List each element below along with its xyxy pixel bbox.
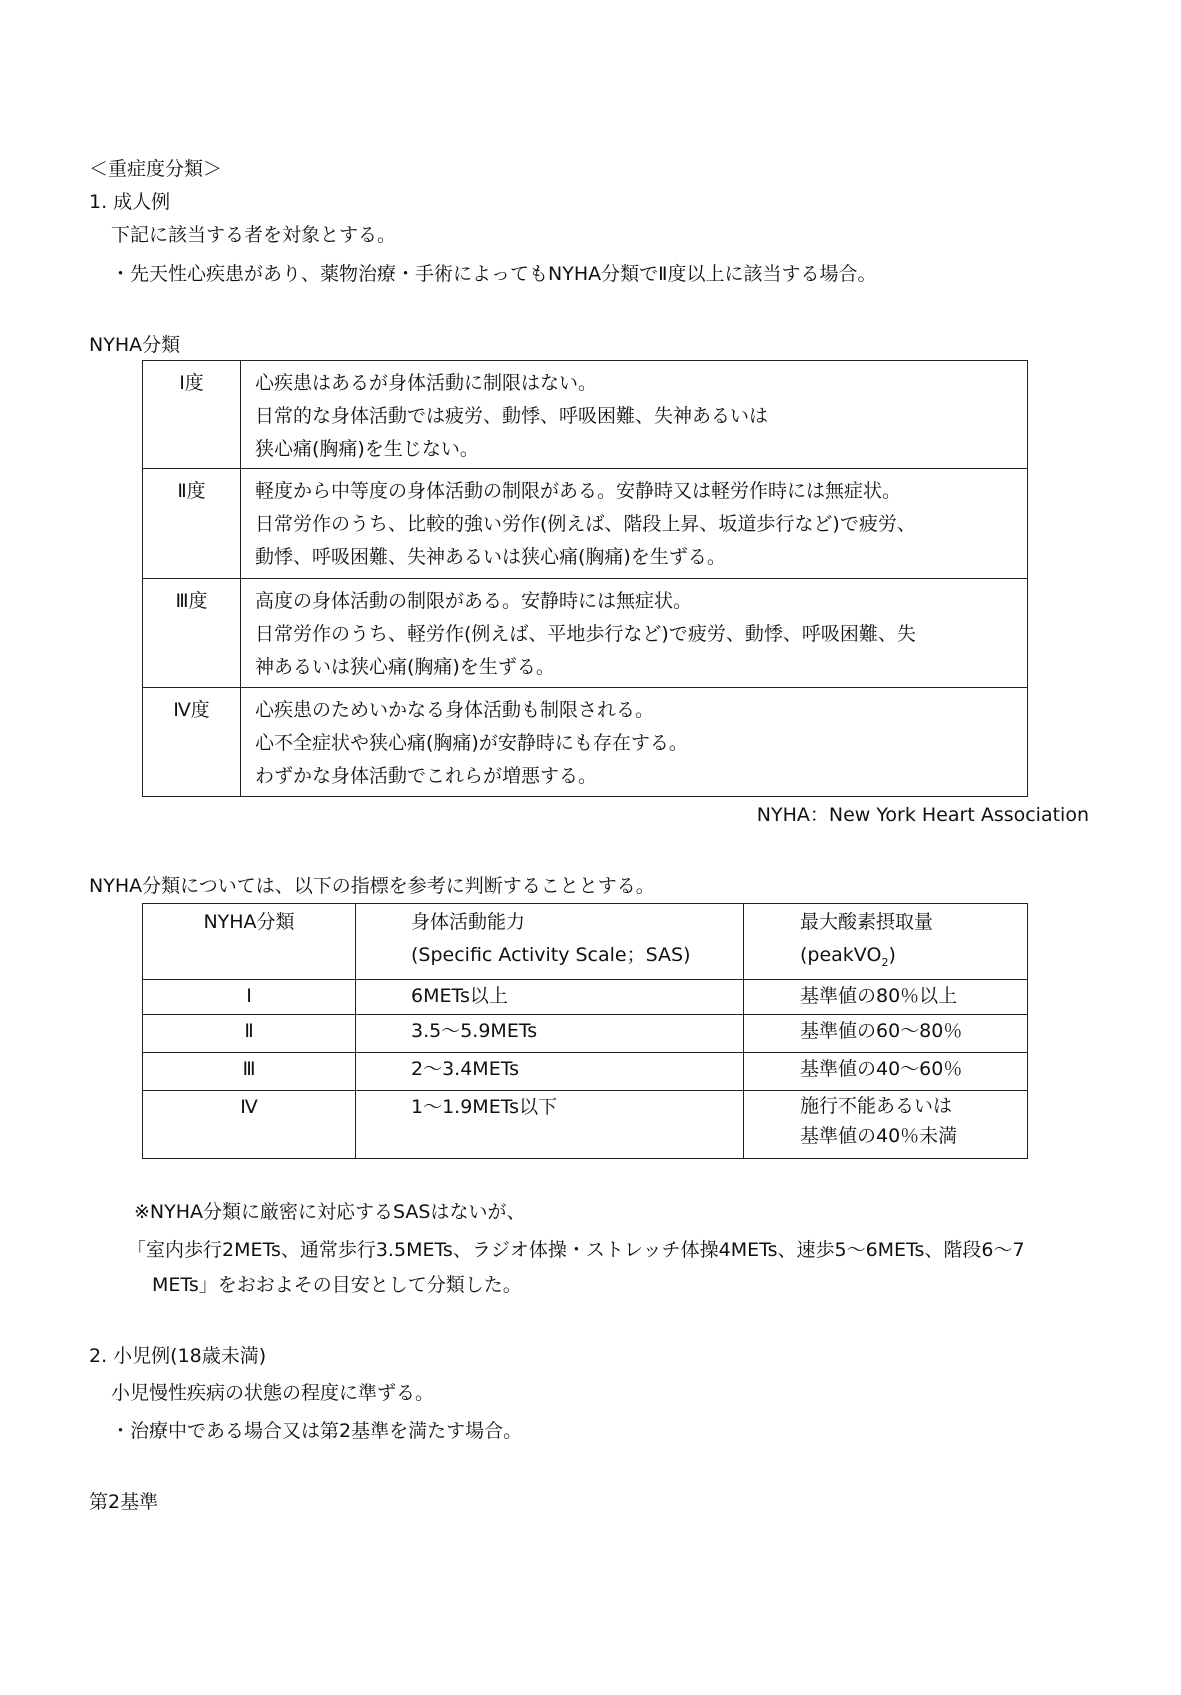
section1-bullet: ・先天性心疾患があり、薬物治療・手術によってもNYHA分類でⅡ度以上に該当する場合。	[111, 263, 877, 285]
description-line: 軽度から中等度の身体活動の制限がある。安静時又は軽労作時には無症状。	[255, 480, 902, 502]
description-line: 心疾患のためいかなる身体活動も制限される。	[255, 699, 655, 721]
grade-cell: Ⅱ	[143, 1014, 356, 1052]
description-line: わずかな身体活動でこれらが増悪する。	[255, 765, 598, 787]
header-vo2	[744, 904, 1028, 980]
table-row	[143, 361, 1028, 469]
vo2-cell: 施行不能あるいは 基準値の40％未満	[744, 1090, 1028, 1158]
sas-cell: 6METs以上	[356, 979, 744, 1014]
section1-title: 1. 成人例	[89, 191, 171, 213]
grade-cell: Ⅰ	[143, 979, 356, 1014]
table-row	[143, 1090, 1028, 1158]
criteria2-heading: 第2基準	[89, 1491, 159, 1513]
sas-cell: 1～1.9METs以下	[356, 1090, 744, 1158]
table-row	[143, 979, 1028, 1014]
description-line: 心不全症状や狭心痛(胸痛)が安静時にも存在する。	[255, 732, 688, 754]
header-label: 最大酸素摂取量	[800, 911, 934, 933]
description-cell	[241, 688, 1028, 797]
description-line: 動悸、呼吸困難、失神あるいは狭心痛(胸痛)を生ずる。	[255, 546, 726, 568]
table-row	[143, 469, 1028, 579]
description-line: 狭心痛(胸痛)を生じない。	[255, 438, 479, 460]
grade-cell: Ⅰ度	[143, 361, 241, 469]
description-line: 神あるいは狭心痛(胸痛)を生ずる。	[255, 656, 555, 678]
table-row	[143, 688, 1028, 797]
description-line: 日常労作のうち、比較的強い労作(例えば、階段上昇、坂道歩行など)で疲労、	[255, 513, 916, 535]
header-sas	[356, 904, 744, 980]
header-sublabel: (peakVO$_2$)	[800, 944, 896, 969]
vo2-cell: 基準値の40～60％	[744, 1052, 1028, 1090]
description-line: 日常労作のうち、軽労作(例えば、平地歩行など)で疲労、動悸、呼吸困難、失	[255, 623, 916, 645]
sas-table-caption: NYHA分類については、以下の指標を参考に判断することとする。	[89, 875, 655, 897]
grade-cell: Ⅳ度	[143, 688, 241, 797]
description-line: 日常的な身体活動では疲労、動悸、呼吸困難、失神あるいは	[255, 405, 769, 427]
header-sublabel: (Specific Activity Scale；SAS)	[411, 944, 691, 966]
header-label: 身体活動能力	[411, 911, 526, 933]
nyha-table-caption: NYHA分類	[89, 334, 181, 356]
table-header-row	[143, 904, 1028, 980]
section2-bullet: ・治療中である場合又は第2基準を満たす場合。	[111, 1420, 523, 1442]
note-2-line2: METs」をおおよその目安として分類した。	[152, 1274, 522, 1296]
sas-cell: 2～3.4METs	[356, 1052, 744, 1090]
grade-cell: Ⅱ度	[143, 469, 241, 579]
nyha-footnote: NYHA：New York Heart Association	[756, 804, 1089, 826]
table-row	[143, 1014, 1028, 1052]
section1-intro: 下記に該当する者を対象とする。	[111, 224, 397, 246]
description-line: 高度の身体活動の制限がある。安静時には無症状。	[255, 590, 693, 612]
grade-cell: Ⅲ度	[143, 579, 241, 688]
vo2-cell: 基準値の80％以上	[744, 979, 1028, 1014]
header-label: NYHA分類	[203, 911, 295, 933]
description-cell	[241, 469, 1028, 579]
note-2-line1: 「室内歩行2METs、通常歩行3.5METs、ラジオ体操・ストレッチ体操4METs、速歩5～6METs、階段6～7	[127, 1239, 1025, 1261]
note-1: ※NYHA分類に厳密に対応するSASはないが、	[134, 1201, 526, 1223]
table-row	[143, 1052, 1028, 1090]
description-line: 心疾患はあるが身体活動に制限はない。	[255, 372, 598, 394]
section2-intro: 小児慢性疾病の状態の程度に準ずる。	[111, 1382, 435, 1404]
description-cell	[241, 361, 1028, 469]
sas-table	[142, 903, 1028, 1159]
vo2-cell: 基準値の60～80％	[744, 1014, 1028, 1052]
description-cell	[241, 579, 1028, 688]
grade-cell: Ⅲ	[143, 1052, 356, 1090]
sas-cell: 3.5～5.9METs	[356, 1014, 744, 1052]
table-row	[143, 579, 1028, 688]
nyha-table	[142, 360, 1028, 797]
header-nyha	[143, 904, 356, 980]
section2-title: 2. 小児例(18歳未満)	[89, 1345, 267, 1367]
grade-cell: Ⅳ	[143, 1090, 356, 1158]
page-heading: ＜重症度分類＞	[89, 158, 223, 180]
